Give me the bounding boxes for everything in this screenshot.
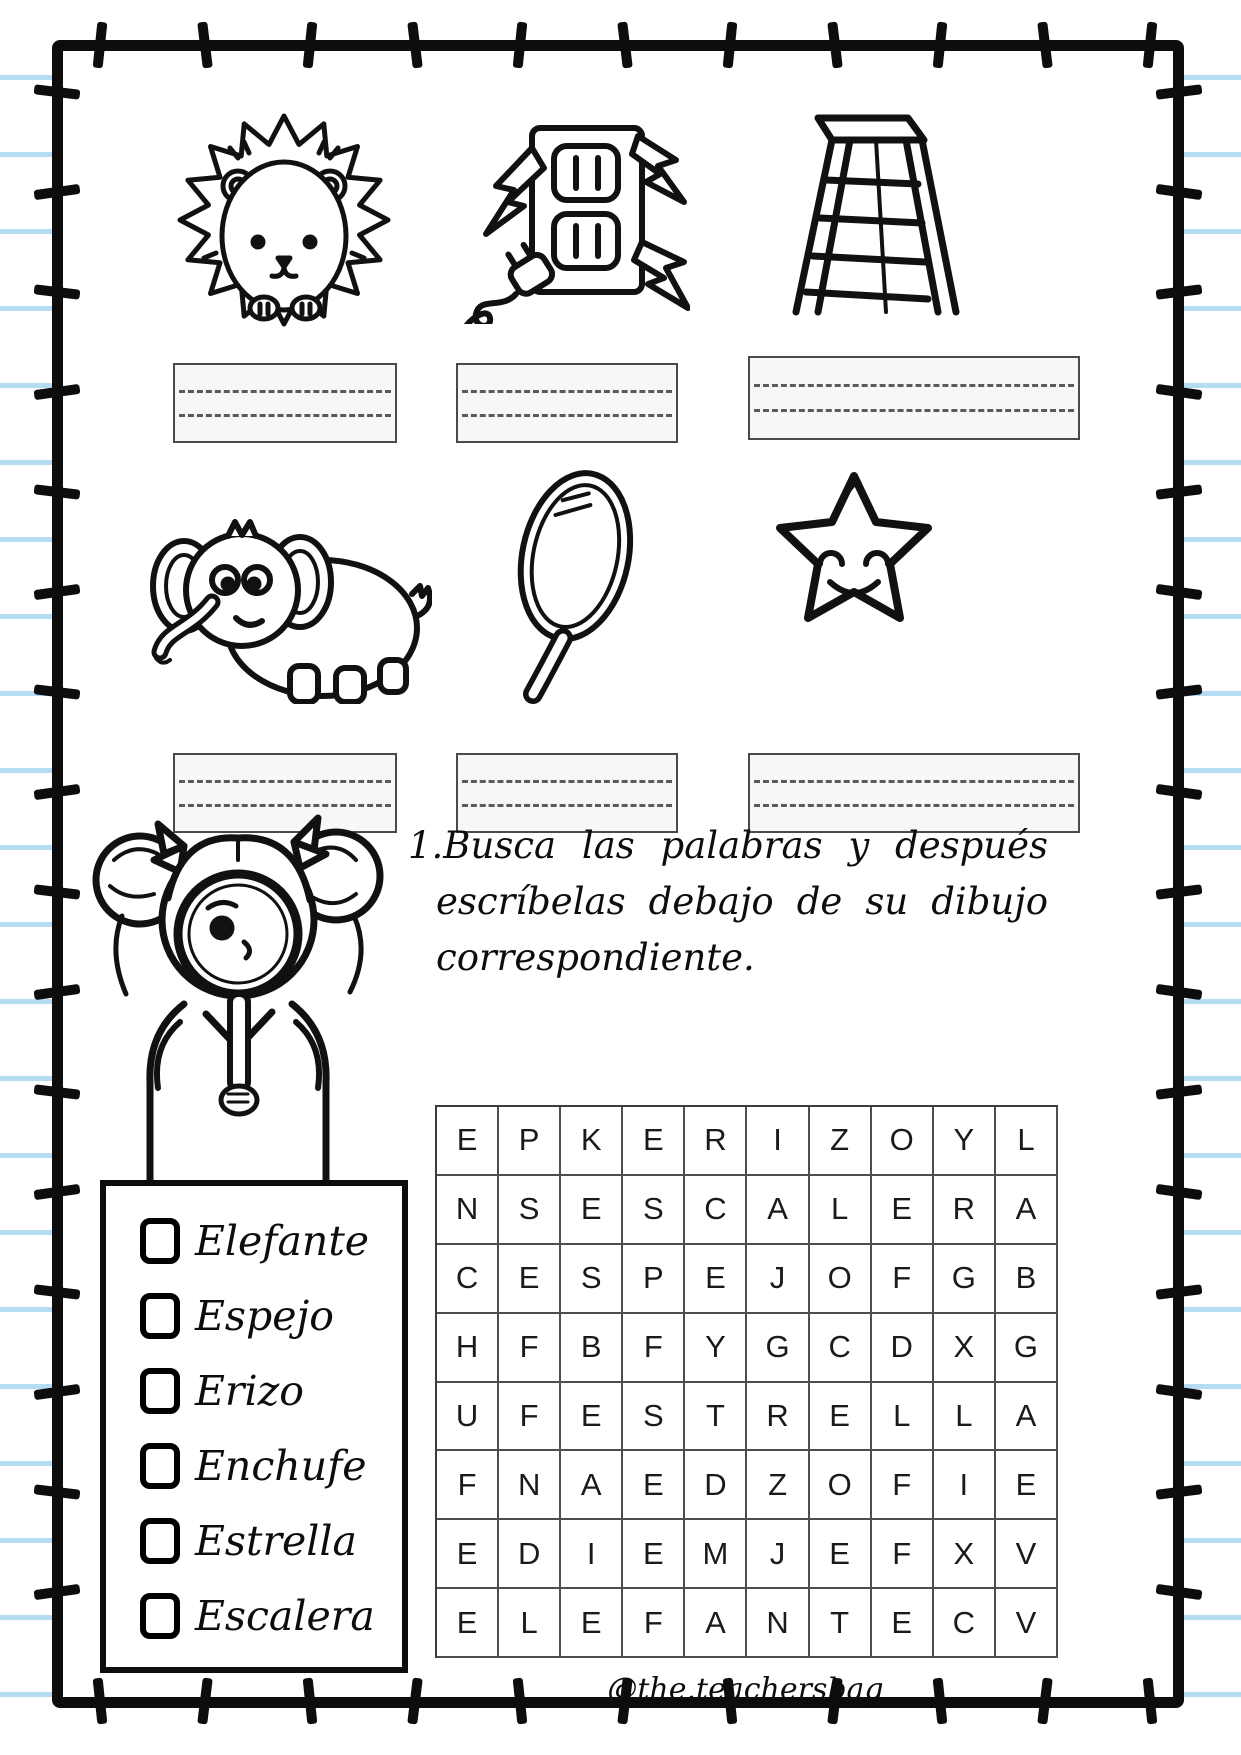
word-search-cell[interactable]: E (872, 1176, 934, 1245)
word-search-cell[interactable]: F (623, 1589, 685, 1658)
word-search-cell[interactable]: G (747, 1314, 809, 1383)
word-search-cell[interactable]: E (499, 1245, 561, 1314)
word-search-cell[interactable]: Z (810, 1107, 872, 1176)
word-search-cell[interactable]: A (996, 1383, 1058, 1452)
word-search-cell[interactable]: N (747, 1589, 809, 1658)
checklist-label: Estrella (195, 1517, 357, 1565)
checklist-item-estrella (140, 1512, 402, 1570)
checkbox-escalera[interactable] (140, 1593, 180, 1639)
checklist-item-erizo (140, 1362, 402, 1420)
word-search-cell[interactable]: E (561, 1176, 623, 1245)
checkbox-erizo[interactable] (140, 1368, 180, 1414)
word-search-cell[interactable]: L (996, 1107, 1058, 1176)
word-search-cell[interactable]: N (437, 1176, 499, 1245)
word-search-cell[interactable]: E (685, 1245, 747, 1314)
instruction-line-2: escríbelas debajo de su dibujo (436, 880, 1048, 923)
checklist-item-enchufe (140, 1437, 402, 1495)
word-search-cell[interactable]: H (437, 1314, 499, 1383)
writing-guide-line (462, 804, 672, 807)
word-search-cell[interactable]: R (934, 1176, 996, 1245)
checklist-label: Erizo (195, 1367, 304, 1415)
word-search-cell[interactable]: G (996, 1314, 1058, 1383)
checklist-label: Escalera (195, 1592, 375, 1640)
writing-guide-line (754, 804, 1074, 807)
answer-writing-box-hedgehog[interactable] (173, 363, 397, 443)
writing-guide-line (462, 414, 672, 417)
word-search-cell[interactable]: T (810, 1589, 872, 1658)
word-search-cell[interactable]: A (747, 1176, 809, 1245)
word-search-cell[interactable]: L (872, 1383, 934, 1452)
word-search-cell[interactable]: F (872, 1520, 934, 1589)
hedgehog-image (168, 108, 400, 330)
word-search-cell[interactable]: F (872, 1451, 934, 1520)
word-search-grid (435, 1105, 1058, 1658)
word-search-cell[interactable]: Z (747, 1451, 809, 1520)
word-search-cell[interactable]: S (561, 1245, 623, 1314)
word-search-cell[interactable]: P (623, 1245, 685, 1314)
word-search-cell[interactable]: U (437, 1383, 499, 1452)
word-search-cell[interactable]: C (685, 1176, 747, 1245)
checklist-item-espejo (140, 1287, 402, 1345)
word-search-cell[interactable]: R (685, 1107, 747, 1176)
word-search-cell[interactable]: E (623, 1520, 685, 1589)
instruction-line-3: correspondiente. (436, 936, 755, 979)
outlet-image (452, 102, 690, 324)
word-search-cell[interactable]: F (437, 1451, 499, 1520)
mirror-image (505, 458, 645, 704)
word-search-cell[interactable]: F (623, 1314, 685, 1383)
checklist-label: Elefante (195, 1217, 370, 1265)
word-search-cell[interactable]: C (437, 1245, 499, 1314)
word-search-cell[interactable]: X (934, 1520, 996, 1589)
writing-guide-line (754, 780, 1074, 783)
word-search-cell[interactable]: E (810, 1383, 872, 1452)
word-search-cell[interactable]: I (747, 1107, 809, 1176)
word-search-cell[interactable]: L (499, 1589, 561, 1658)
girl-magnifier-image (88, 782, 388, 1187)
word-search-cell[interactable]: M (685, 1520, 747, 1589)
word-search-cell[interactable]: L (934, 1383, 996, 1452)
answer-writing-box-ladder[interactable] (748, 356, 1080, 440)
checklist-label: Enchufe (195, 1442, 367, 1490)
ladder-image (756, 100, 964, 326)
writing-guide-line (179, 414, 391, 417)
checkbox-enchufe[interactable] (140, 1443, 180, 1489)
word-search-cell[interactable]: E (437, 1107, 499, 1176)
word-search-cell[interactable]: K (561, 1107, 623, 1176)
word-search-cell[interactable]: G (934, 1245, 996, 1314)
checklist-label: Espejo (195, 1292, 334, 1340)
word-search-cell[interactable]: P (499, 1107, 561, 1176)
word-search-cell[interactable]: J (747, 1245, 809, 1314)
word-search-cell[interactable]: B (561, 1314, 623, 1383)
word-search-cell[interactable]: L (810, 1176, 872, 1245)
word-search-cell[interactable]: V (996, 1589, 1058, 1658)
word-search-cell[interactable]: R (747, 1383, 809, 1452)
word-search-cell[interactable]: C (934, 1589, 996, 1658)
word-search-cell[interactable]: J (747, 1520, 809, 1589)
elephant-image (140, 498, 432, 704)
word-search-cell[interactable]: E (437, 1520, 499, 1589)
writing-guide-line (179, 390, 391, 393)
checkbox-estrella[interactable] (140, 1518, 180, 1564)
word-search-cell[interactable]: E (561, 1589, 623, 1658)
word-search-cell[interactable]: E (561, 1383, 623, 1452)
writing-guide-line (754, 409, 1074, 412)
star-image (768, 466, 940, 642)
word-search-cell[interactable]: E (996, 1451, 1058, 1520)
instruction-line-1: 1.Busca las palabras y después (408, 824, 1048, 867)
word-search-cell[interactable]: V (996, 1520, 1058, 1589)
word-search-cell[interactable]: I (561, 1520, 623, 1589)
word-search-cell[interactable]: F (872, 1245, 934, 1314)
word-search-cell[interactable]: E (623, 1451, 685, 1520)
writing-guide-line (754, 384, 1074, 387)
word-search-cell[interactable]: O (872, 1107, 934, 1176)
word-search-cell[interactable]: N (499, 1451, 561, 1520)
answer-writing-box-outlet[interactable] (456, 363, 678, 443)
checklist-item-escalera (140, 1587, 402, 1645)
word-search-cell[interactable]: E (437, 1589, 499, 1658)
word-search-cell[interactable]: S (623, 1383, 685, 1452)
word-search-cell[interactable]: S (623, 1176, 685, 1245)
word-search-cell[interactable]: A (996, 1176, 1058, 1245)
word-search-cell[interactable]: D (872, 1314, 934, 1383)
word-search-cell[interactable]: T (685, 1383, 747, 1452)
word-search-cell[interactable]: X (934, 1314, 996, 1383)
checkbox-elefante[interactable] (140, 1218, 180, 1264)
instruction-text (408, 818, 1048, 986)
word-search-cell[interactable]: D (685, 1451, 747, 1520)
word-search-cell[interactable]: E (872, 1589, 934, 1658)
word-search-cell[interactable]: E (810, 1520, 872, 1589)
word-search-cell[interactable]: C (810, 1314, 872, 1383)
word-search-cell[interactable]: S (499, 1176, 561, 1245)
word-search-cell[interactable]: Y (685, 1314, 747, 1383)
word-search-cell[interactable]: Y (934, 1107, 996, 1176)
word-search-cell[interactable]: O (810, 1245, 872, 1314)
word-checklist-panel (100, 1180, 408, 1673)
word-search-cell[interactable]: A (685, 1589, 747, 1658)
word-search-cell[interactable]: A (561, 1451, 623, 1520)
word-search-cell[interactable]: E (623, 1107, 685, 1176)
writing-guide-line (462, 390, 672, 393)
word-search-cell[interactable]: D (499, 1520, 561, 1589)
word-search-cell[interactable]: O (810, 1451, 872, 1520)
checkbox-espejo[interactable] (140, 1293, 180, 1339)
writing-guide-line (462, 780, 672, 783)
credit-handle: @the.teachersbag (607, 1672, 884, 1707)
word-search-cell[interactable]: I (934, 1451, 996, 1520)
word-search-cell[interactable]: B (996, 1245, 1058, 1314)
word-search-cell[interactable]: F (499, 1383, 561, 1452)
checklist-item-elefante (140, 1212, 402, 1270)
word-search-cell[interactable]: F (499, 1314, 561, 1383)
